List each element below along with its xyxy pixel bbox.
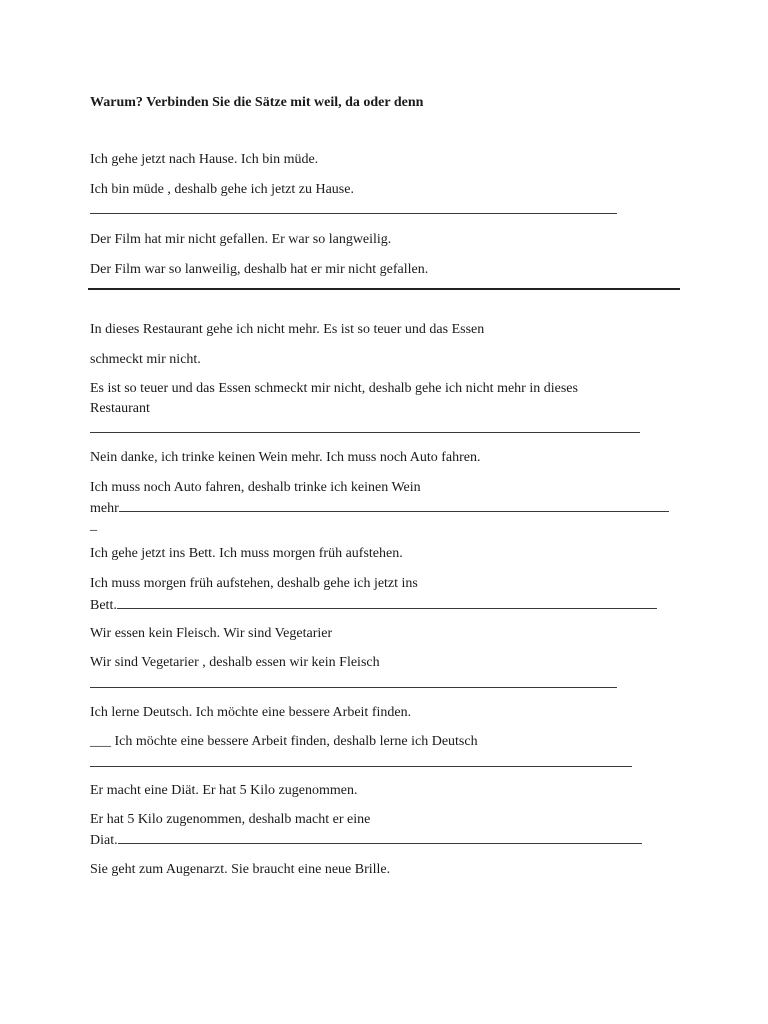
exercise-answer: Wir sind Vegetarier , deshalb essen wir kein Fleisch <box>90 655 380 670</box>
answer-underline <box>90 432 640 433</box>
exercise-answer-continued: Restaurant <box>90 401 150 416</box>
exercise-prompt: Ich lerne Deutsch. Ich möchte eine bessere Arbeit finden. <box>90 705 412 720</box>
answer-underline <box>118 831 642 844</box>
answer-underline <box>117 596 657 609</box>
answer-underline <box>90 213 617 214</box>
exercise-prompt: In dieses Restaurant gehe ich nicht mehr. Es ist so teuer und das Essen <box>90 322 485 337</box>
exercise-answer-continued <box>90 831 642 849</box>
answer-text: Diat. <box>90 833 118 848</box>
exercise-prompt: Ich gehe jetzt nach Hause. Ich bin müde. <box>90 152 319 167</box>
exercise-prompt: Ich gehe jetzt ins Bett. Ich muss morgen früh aufstehen. <box>90 546 403 561</box>
exercise-prompt: Er macht eine Diät. Er hat 5 Kilo zugenommen. <box>90 783 358 798</box>
exercise-prompt: Nein danke, ich trinke keinen Wein mehr. Ich muss noch Auto fahren. <box>90 450 481 465</box>
answer-underline <box>119 499 669 512</box>
exercise-answer: Ich bin müde , deshalb gehe ich jetzt zu Hause. <box>90 182 354 197</box>
exercise-answer: ___ Ich möchte eine bessere Arbeit finden, deshalb lerne ich Deutsch <box>90 734 478 749</box>
answer-underline <box>90 687 617 688</box>
answer-text: mehr <box>90 501 119 516</box>
section-divider <box>88 288 680 290</box>
exercise-answer: Es ist so teuer und das Essen schmeckt mir nicht, deshalb gehe ich nicht mehr in dieses <box>90 381 578 396</box>
exercise-prompt: Der Film hat mir nicht gefallen. Er war so langweilig. <box>90 232 392 247</box>
exercise-prompt: Sie geht zum Augenarzt. Sie braucht eine neue Brille. <box>90 862 391 877</box>
answer-text: Bett. <box>90 598 117 613</box>
exercise-prompt: Wir essen kein Fleisch. Wir sind Vegetarier <box>90 626 333 641</box>
answer-underline-overflow: _ <box>90 518 97 533</box>
worksheet-title: Warum? Verbinden Sie die Sätze mit weil, da oder denn <box>90 95 424 110</box>
exercise-answer: Ich muss noch Auto fahren, deshalb trinke ich keinen Wein <box>90 480 421 495</box>
answer-underline <box>90 766 632 767</box>
exercise-prompt-continued: schmeckt mir nicht. <box>90 352 201 367</box>
exercise-answer-continued <box>90 499 669 517</box>
exercise-answer: Der Film war so lanweilig, deshalb hat er mir nicht gefallen. <box>90 262 429 277</box>
exercise-answer: Ich muss morgen früh aufstehen, deshalb gehe ich jetzt ins <box>90 576 418 591</box>
exercise-answer: Er hat 5 Kilo zugenommen, deshalb macht er eine <box>90 812 371 827</box>
exercise-answer-continued <box>90 596 657 614</box>
